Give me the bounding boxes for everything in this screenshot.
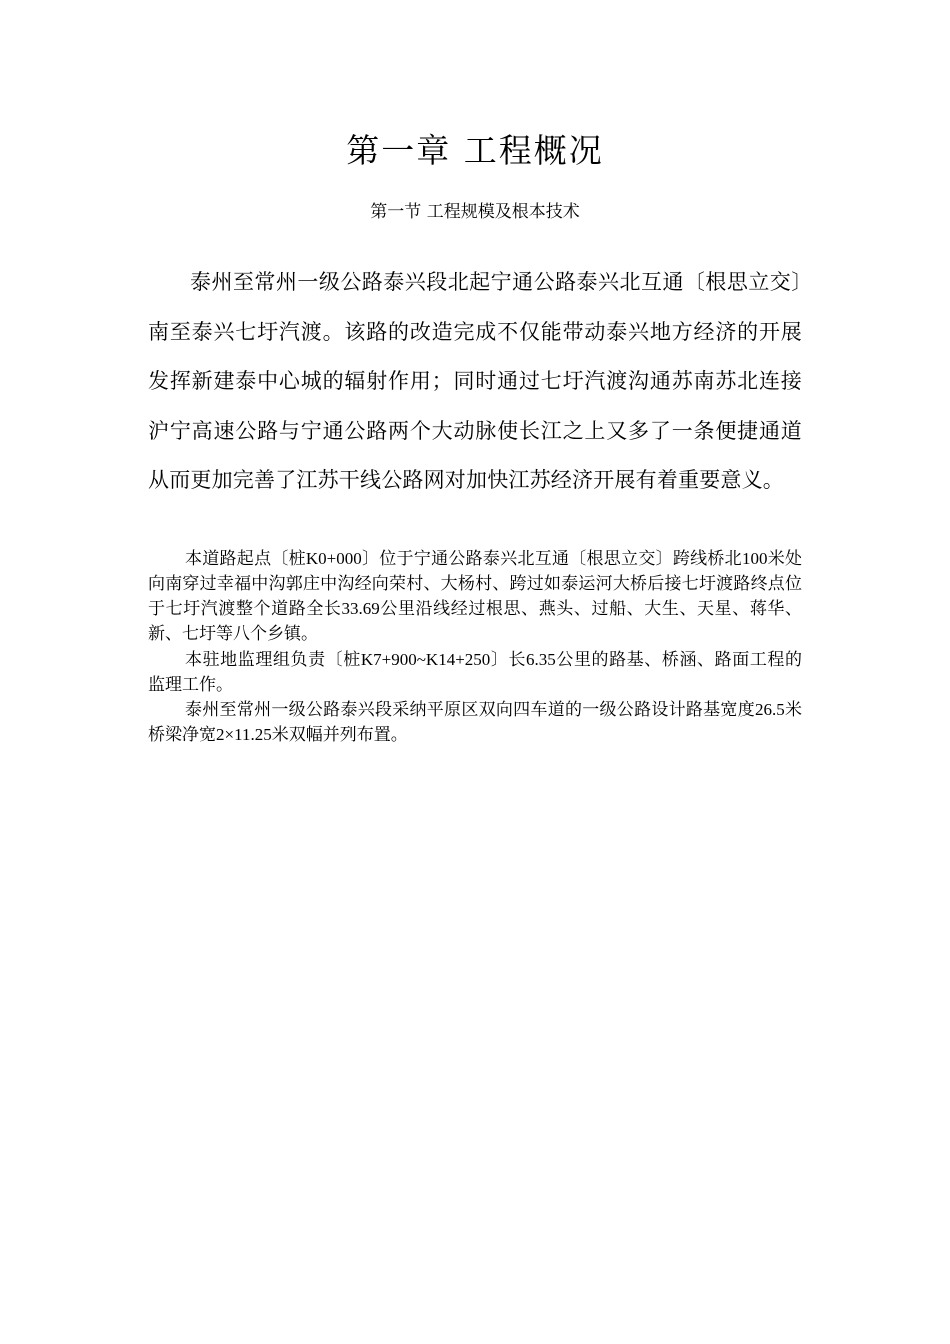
intro-paragraph: 泰州至常州一级公路泰兴段北起宁通公路泰兴北互通〔根思立交〕南至泰兴七圩汽渡。该路的改造完成不仅能带动泰兴地方经济的开展发挥新建泰中心城的辐射作用；同时通过七圩汽渡沟通苏南苏北连接沪宁高速公路与宁通公路两个大动脉使长江之上又多了一条便捷通道从而更加完善了江苏干线公路网对加快江苏经济开展有着重要意义。 xyxy=(148,270,802,493)
supervision-scope-paragraph: 本驻地监理组负责〔桩K7+900~K14+250〕长6.35公里的路基、桥涵、路面工程的监理工作。 xyxy=(148,650,802,694)
route-description-paragraph: 本道路起点〔桩K0+000〕位于宁通公路泰兴北互通〔根思立交〕跨线桥北100米处向南穿过幸福中沟郭庄中沟经向荣村、大杨村、跨过如泰运河大桥后接七圩渡路终点位于七圩汽渡整个道路全长33.69公里沿线经过根思、燕头、过船、大生、天星、蒋华、新、七圩等八个乡镇。 xyxy=(148,549,802,643)
section-title: 第一节 工程规模及根本技术 xyxy=(370,202,580,222)
design-standard-paragraph: 泰州至常州一级公路泰兴段采纳平原区双向四车道的一级公路设计路基宽度26.5米桥梁净宽2×11.25米双幅并列布置。 xyxy=(148,700,802,744)
chapter-title: 第一章 工程概况 xyxy=(346,131,604,170)
